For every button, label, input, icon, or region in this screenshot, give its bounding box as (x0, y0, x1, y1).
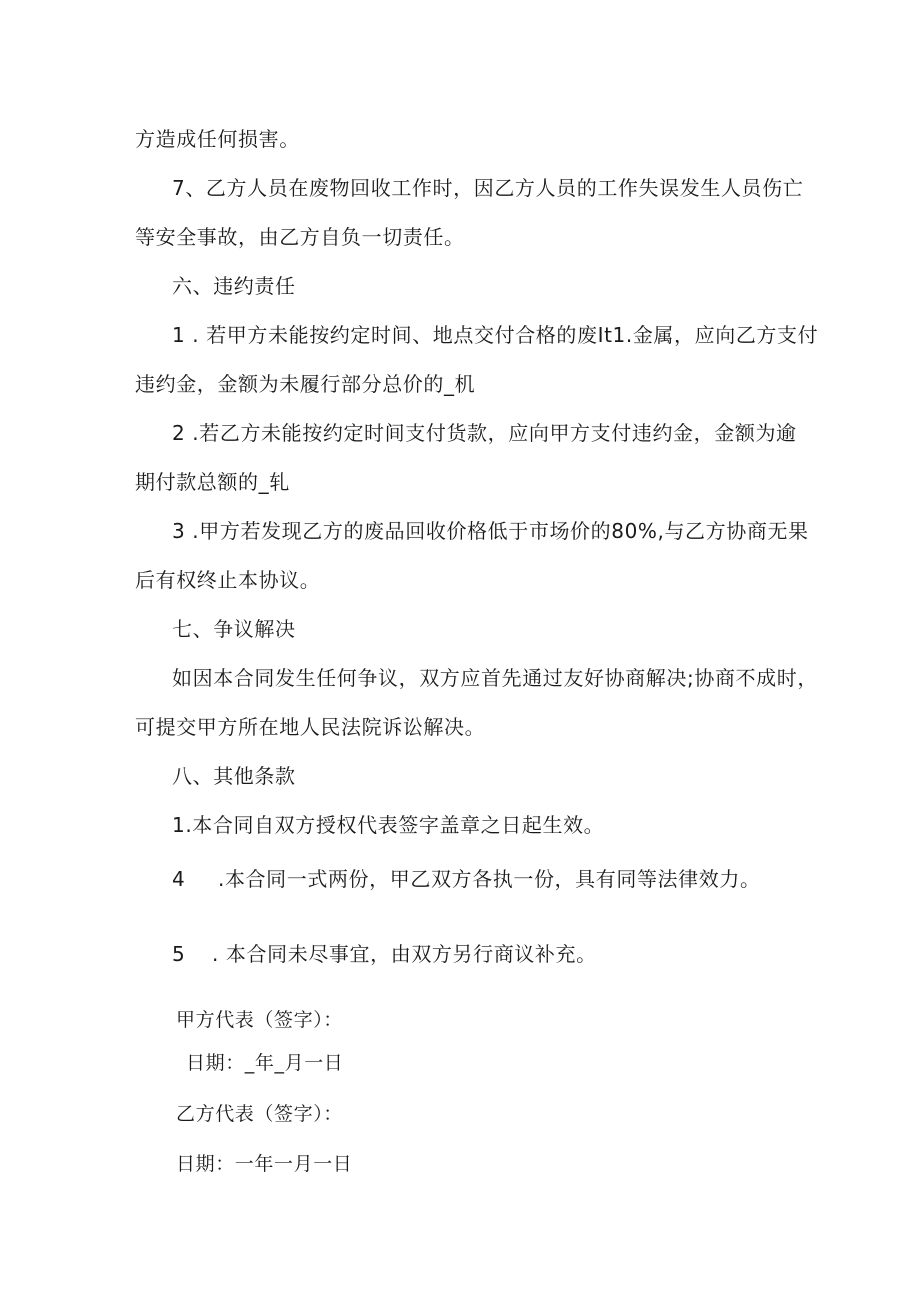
other-clause-4 (172, 866, 761, 892)
section-heading-dispute: 七、争议解决 (172, 617, 296, 641)
other-clause-1: 1.本合同自双方授权代表签字盖章之日起生效。 (172, 813, 605, 837)
party-b-date: 日期：一年一月一日 (176, 1153, 353, 1175)
party-a-representative: 甲方代表（签字）： (176, 1009, 343, 1031)
breach-clause-3-line-1: 3 .甲方若发现乙方的废品回收价格低于市场价的80%,与乙方协商无果 (172, 519, 809, 543)
breach-clause-1-line-1: 1 . 若甲方未能按约定时间、地点交付合格的废It1.金属，应向乙方支付 (172, 323, 819, 347)
party-a-date: 日期：_年_月一日 (186, 1052, 344, 1074)
breach-clause-1-line-2: 违约金，金额为未履行部分总价的_机 (135, 372, 476, 396)
breach-clause-3-line-2: 后有权终止本协议。 (135, 568, 321, 592)
clause-5-text: . 本合同未尽事宜，由双方另行商议补充。 (212, 942, 597, 966)
paragraph-line: 方造成任何损害。 (135, 127, 300, 151)
breach-clause-2-line-2: 期付款总额的_轧 (135, 470, 290, 494)
dispute-line-2: 可提交甲方所在地人民法院诉讼解决。 (135, 715, 486, 739)
clause-4-number: 4 (172, 867, 186, 891)
clause-4-text: .本合同一式两份，甲乙双方各执一份，具有同等法律效力。 (218, 867, 761, 891)
party-b-representative: 乙方代表（签字）： (176, 1103, 343, 1125)
section-heading-breach: 六、违约责任 (172, 274, 296, 298)
other-clause-5 (172, 941, 597, 967)
breach-clause-2-line-1: 2 .若乙方未能按约定时间支付货款，应向甲方支付违约金，金额为逾 (172, 421, 797, 445)
clause-7-line-1: 7、乙方人员在废物回收工作时，因乙方人员的工作失误发生人员伤亡 (172, 176, 804, 200)
clause-7-line-2: 等安全事故，由乙方自负一切责任。 (135, 225, 465, 249)
clause-5-number: 5 (172, 942, 186, 966)
dispute-line-1: 如因本合同发生任何争议，双方应首先通过友好协商解决;协商不成时， (172, 666, 818, 690)
section-heading-other: 八、其他条款 (172, 764, 296, 788)
